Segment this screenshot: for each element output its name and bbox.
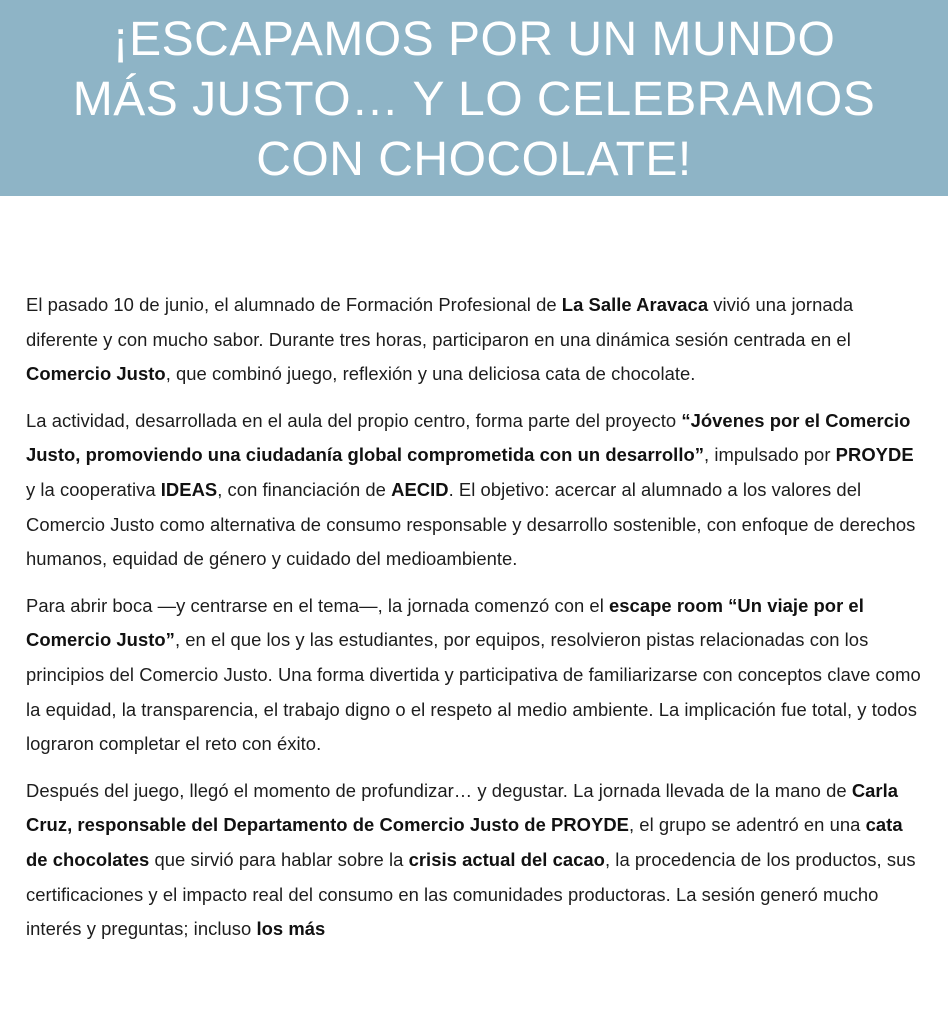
title-line: ¡ESCAPAMOS POR UN MUNDO bbox=[112, 13, 836, 66]
text-segment: , impulsado por bbox=[704, 444, 836, 466]
text-segment: , con financiación de bbox=[217, 478, 392, 500]
bold-text: cata de chocolates bbox=[26, 814, 903, 870]
text-segment: Después del juego, llegó el momento de profundizar… y degustar. La jornada llevada de la mano de bbox=[26, 779, 852, 801]
bold-text: Comercio Justo bbox=[26, 363, 166, 385]
title-line: MÁS JUSTO… Y LO CELEBRAMOS bbox=[72, 73, 876, 126]
article-body bbox=[26, 196, 922, 947]
paragraph bbox=[26, 589, 922, 762]
bold-text: los más bbox=[256, 918, 326, 940]
text-segment: que sirvió para hablar sobre la bbox=[149, 848, 409, 870]
bold-text: AECID bbox=[391, 478, 449, 500]
bold-text: PROYDE bbox=[835, 444, 914, 466]
text-segment: y la cooperativa bbox=[26, 478, 161, 500]
bold-text: “Jóvenes por el Comercio Justo, promoviendo una ciudadanía global comprometida con un desarrollo” bbox=[26, 409, 911, 466]
text-segment: . El objetivo: acercar al alumnado a los valores del Comercio Justo como alternativa de consumo responsable y desarrollo sostenible, con enfoque de derechos humanos, equidad de género y cuidado del medioambiente. bbox=[26, 478, 916, 570]
bold-text: escape room “Un viaje por el Comercio Justo” bbox=[26, 594, 864, 651]
title-banner bbox=[0, 0, 948, 196]
text-segment: , que combinó juego, reflexión y una deliciosa cata de chocolate. bbox=[165, 363, 696, 385]
bold-text: La Salle Aravaca bbox=[561, 294, 709, 315]
title-line: CON CHOCOLATE! bbox=[256, 133, 692, 186]
bold-text: crisis actual del cacao bbox=[408, 848, 605, 870]
paragraph bbox=[26, 404, 922, 577]
bold-text: IDEAS bbox=[160, 478, 218, 500]
paragraph bbox=[26, 774, 922, 947]
text-segment: Para abrir boca —y centrarse en el tema—, la jornada comenzó con el bbox=[26, 594, 609, 616]
bold-text: Carla Cruz, responsable del Departamento de Comercio Justo de PROYDE bbox=[26, 779, 899, 836]
paragraph bbox=[26, 288, 922, 392]
text-segment: , la procedencia de los productos, sus certificaciones y el impacto real del consumo en las comunidades productoras. La sesión generó mucho interés y preguntas; incluso bbox=[26, 848, 916, 940]
text-segment: La actividad, desarrollada en el aula del propio centro, forma parte del proyecto bbox=[26, 409, 682, 431]
text-segment: El pasado 10 de junio, el alumnado de Formación Profesional de bbox=[26, 294, 562, 315]
text-segment: , el grupo se adentró en una bbox=[628, 814, 866, 836]
text-segment: , en el que los y las estudiantes, por equipos, resolvieron pistas relacionadas con los principios del Comercio Justo. Una forma divertida y participativa de familiarizarse con conceptos clave como la equidad, la transparencia, el trabajo digno o el respeto al medio ambiente. La implicación fue total, y todos lograron completar el reto con éxito. bbox=[26, 629, 921, 755]
text-segment: vivió una jornada diferente y con mucho sabor. Durante tres horas, participaron en una dinámica sesión centrada en el bbox=[26, 294, 854, 350]
